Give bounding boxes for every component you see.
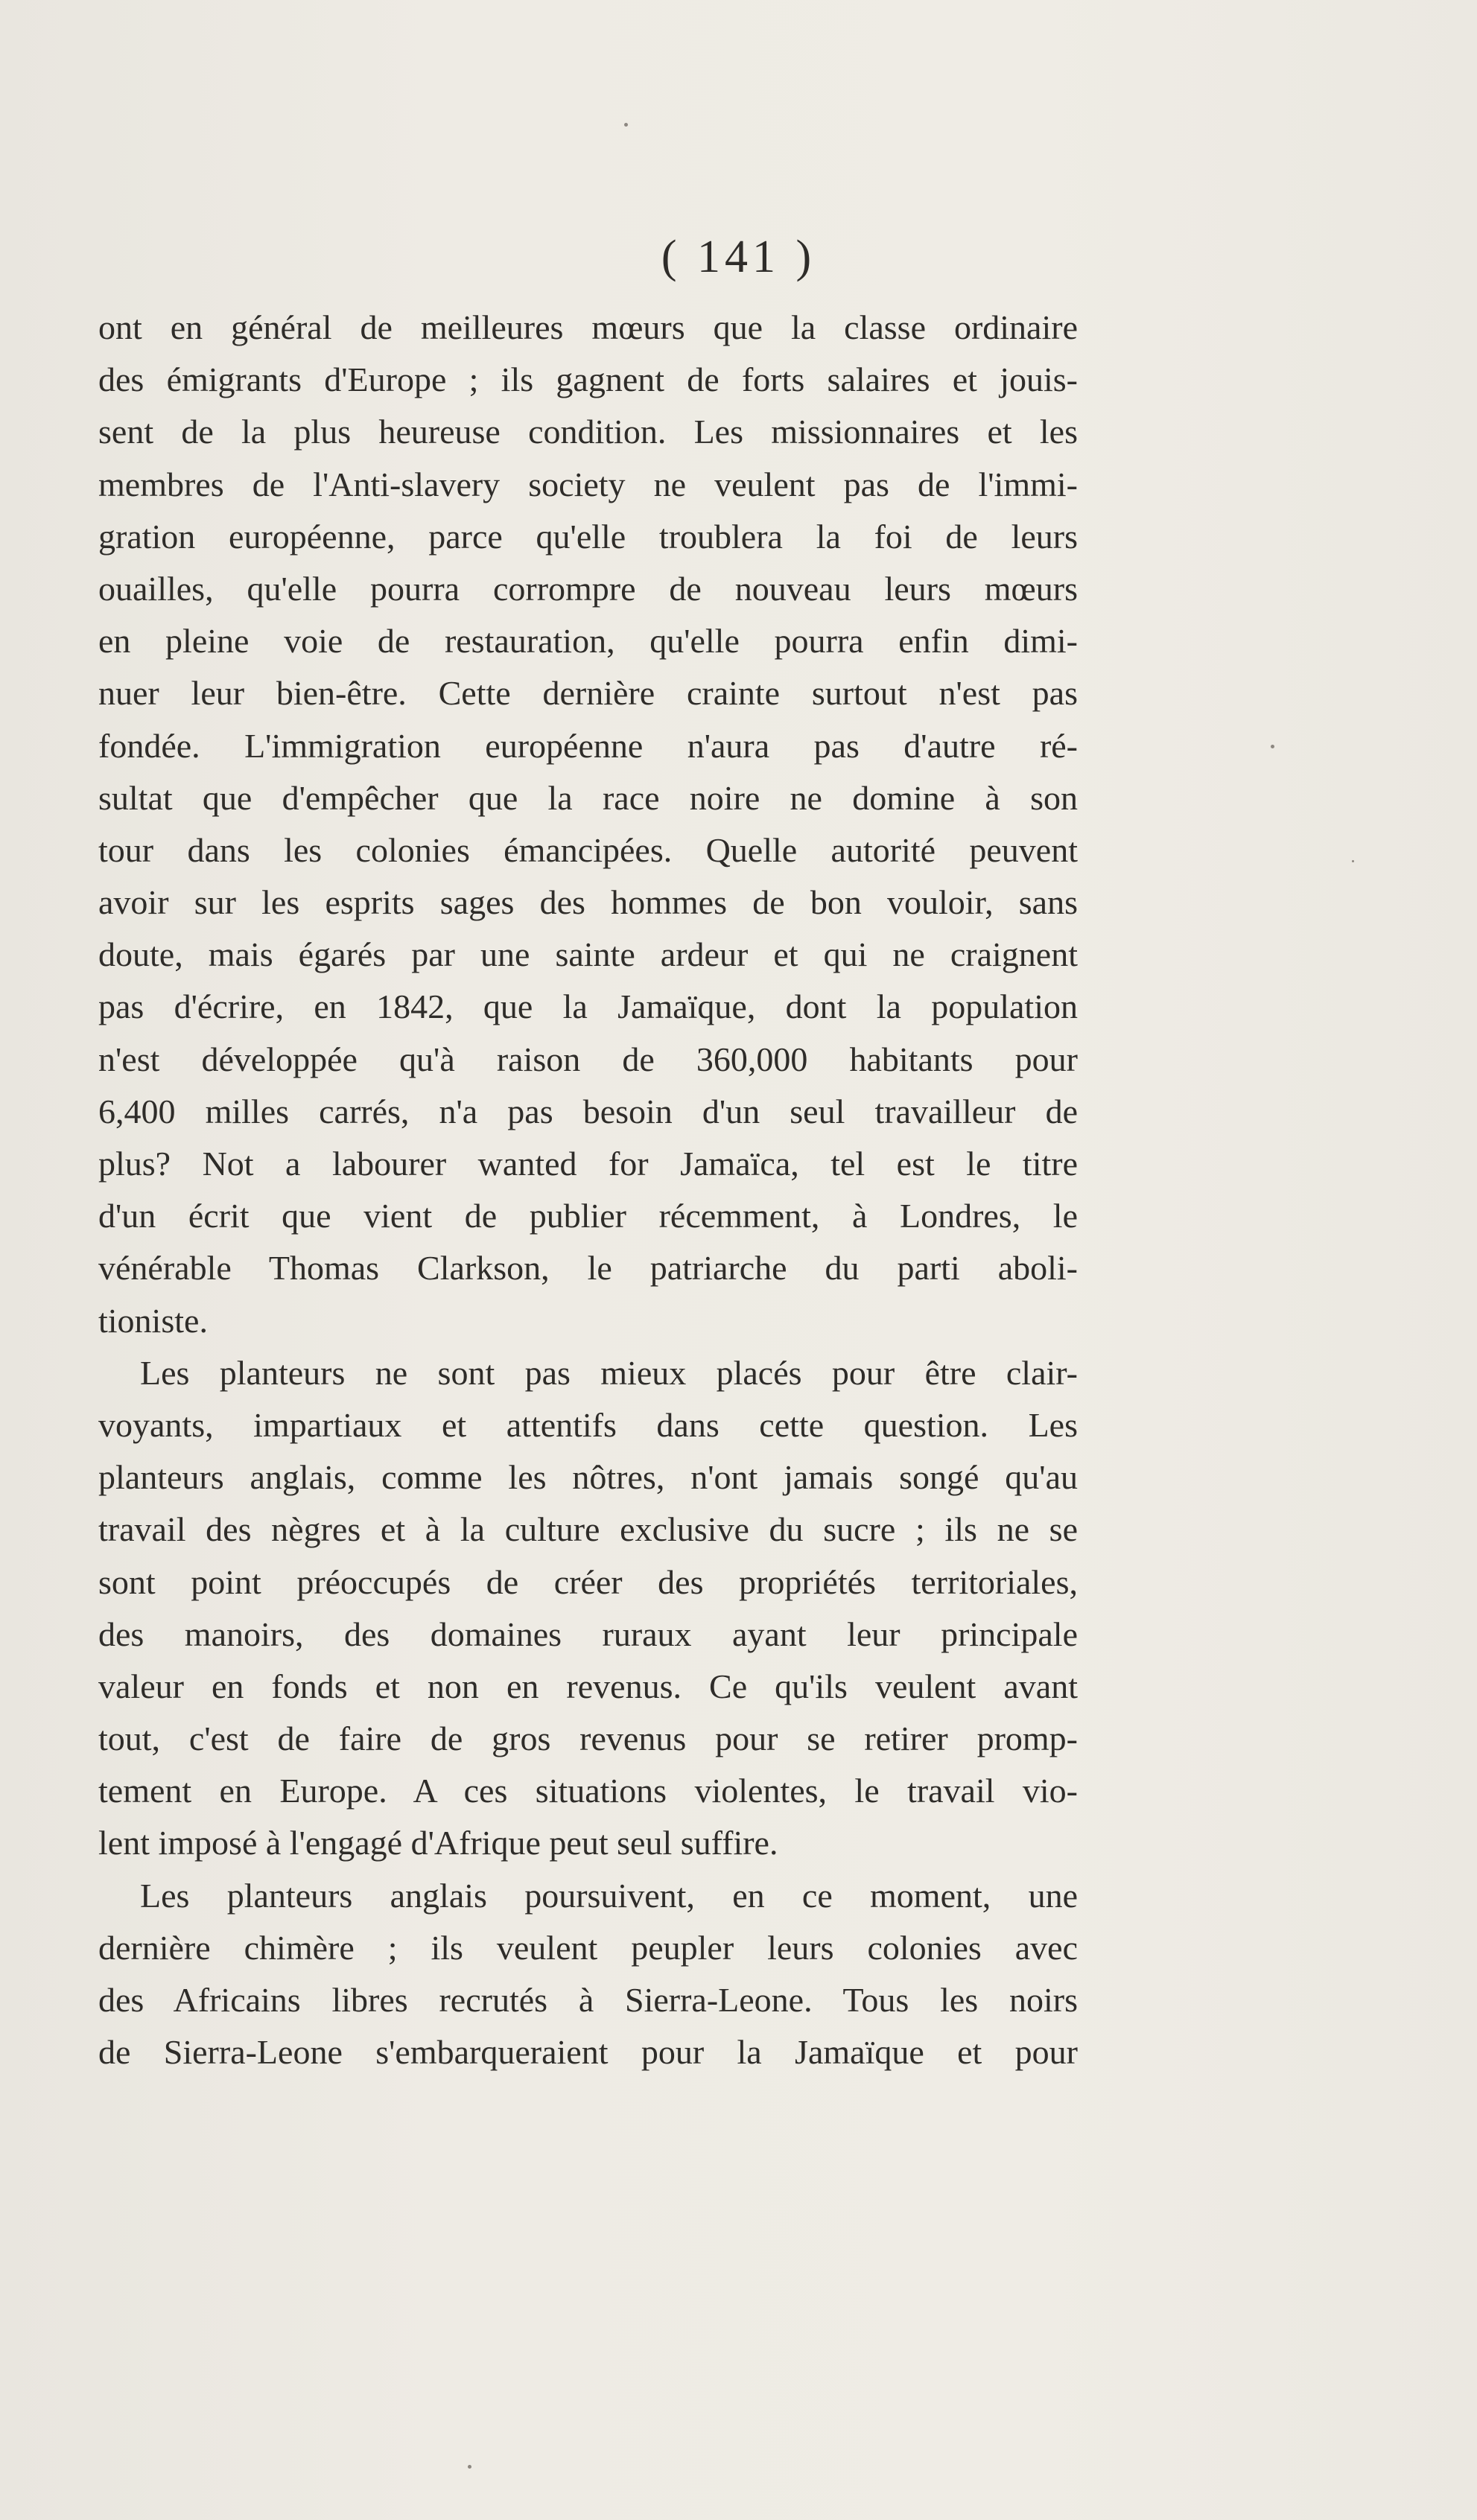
text-line: travail des nègres et à la culture exclusive du sucre ; ils ne se <box>98 1510 1078 1549</box>
page-number: ( 141 ) <box>661 232 816 282</box>
text-line: de Sierra-Leone s'embarqueraient pour la Jamaïque et pour <box>98 2033 1078 2072</box>
text-line: dernière chimère ; ils veulent peupler leurs colonies avec <box>98 1928 1078 1967</box>
text-line: plus? Not a labourer wanted for Jamaïca, tel est le titre <box>98 1145 1078 1183</box>
text-line: doute, mais égarés par une sainte ardeur et qui ne craignent <box>98 935 1078 974</box>
text-line: pas d'écrire, en 1842, que la Jamaïque, dont la population <box>98 987 1078 1026</box>
text-line: des Africains libres recrutés à Sierra-Leone. Tous les noirs <box>98 1981 1078 2019</box>
text-line: tioniste. <box>98 1301 208 1340</box>
paper-speck <box>1352 860 1354 862</box>
text-line: avoir sur les esprits sages des hommes de bon vouloir, sans <box>98 883 1078 922</box>
text-line: tement en Europe. A ces situations violentes, le travail vio- <box>98 1772 1078 1810</box>
paper-speck <box>1271 745 1274 748</box>
text-line: membres de l'Anti-slavery society ne veulent pas de l'immi- <box>98 465 1078 503</box>
paper-speck <box>468 2465 471 2469</box>
text-line: planteurs anglais, comme les nôtres, n'ont jamais songé qu'au <box>98 1458 1078 1497</box>
text-line: sont point préoccupés de créer des propriétés territoriales, <box>98 1562 1078 1601</box>
text-line: vénérable Thomas Clarkson, le patriarche du parti aboli- <box>98 1249 1078 1288</box>
text-line: nuer leur bien-être. Cette dernière crainte surtout n'est pas <box>98 674 1078 713</box>
text-line: des émigrants d'Europe ; ils gagnent de forts salaires et jouis- <box>98 360 1078 399</box>
text-line: lent imposé à l'engagé d'Afrique peut seul suffire. <box>98 1824 778 1862</box>
text-line: 6,400 milles carrés, n'a pas besoin d'un seul travailleur de <box>98 1092 1078 1130</box>
text-line: d'un écrit que vient de publier récemment, à Londres, le <box>98 1197 1078 1235</box>
text-line: ouailles, qu'elle pourra corrompre de nouveau leurs mœurs <box>98 569 1078 608</box>
text-line: sent de la plus heureuse condition. Les missionnaires et les <box>98 413 1078 451</box>
text-line: voyants, impartiaux et attentifs dans cette question. Les <box>98 1405 1078 1444</box>
text-line: tout, c'est de faire de gros revenus pour se retirer promp- <box>98 1719 1078 1758</box>
text-line: Les planteurs anglais poursuivent, en ce moment, une <box>140 1876 1078 1915</box>
text-line: valeur en fonds et non en revenus. Ce qu'ils veulent avant <box>98 1667 1078 1705</box>
text-line: des manoirs, des domaines ruraux ayant leur principale <box>98 1614 1078 1653</box>
text-line: gration européenne, parce qu'elle troublera la foi de leurs <box>98 517 1078 556</box>
text-line: Les planteurs ne sont pas mieux placés pour être clair- <box>140 1353 1078 1392</box>
text-line: n'est développée qu'à raison de 360,000 habitants pour <box>98 1040 1078 1078</box>
text-line: fondée. L'immigration européenne n'aura pas d'autre ré- <box>98 726 1078 765</box>
text-line: ont en général de meilleures mœurs que la classe ordinaire <box>98 308 1078 346</box>
text-line: tour dans les colonies émancipées. Quelle autorité peuvent <box>98 830 1078 869</box>
text-line: sultat que d'empêcher que la race noire ne domine à son <box>98 778 1078 817</box>
body-text <box>98 302 1078 2078</box>
text-line: en pleine voie de restauration, qu'elle pourra enfin dimi- <box>98 622 1078 661</box>
paper-speck <box>624 123 628 127</box>
